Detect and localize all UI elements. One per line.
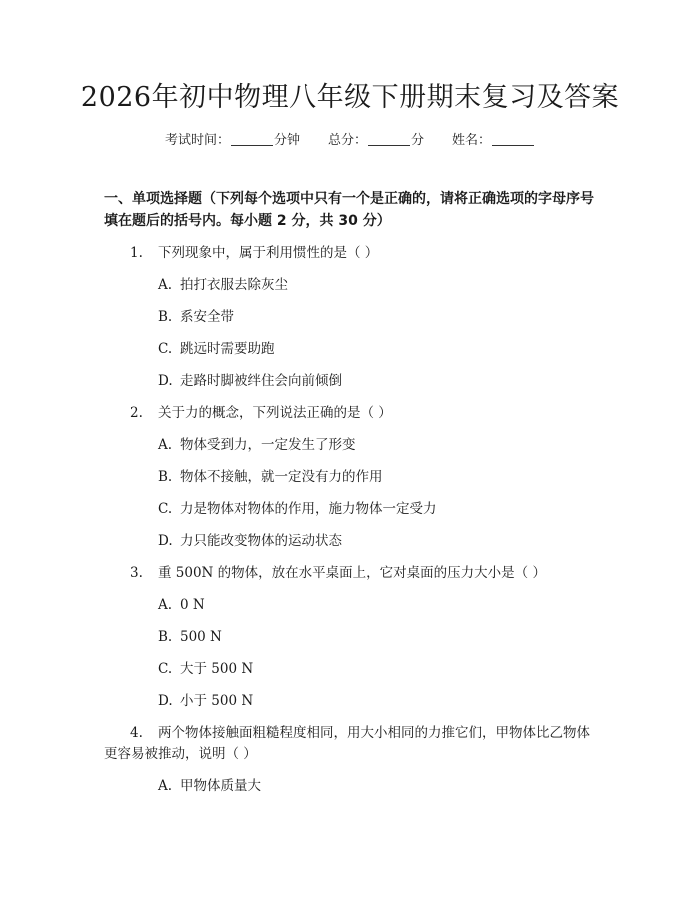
question-3	[130, 563, 546, 583]
option-letter: C.	[158, 661, 173, 677]
name-blank[interactable]	[492, 131, 534, 146]
question-number: 3.	[130, 565, 143, 581]
option-text: 甲物体质量大	[180, 778, 261, 794]
option-2d[interactable]	[158, 531, 342, 551]
option-letter: C.	[158, 341, 173, 357]
option-letter: D.	[158, 693, 173, 709]
option-letter: A.	[158, 597, 173, 613]
section-heading-line2: 填在题后的括号内。每小题 2 分，共 30 分）	[104, 213, 391, 229]
option-text: 系安全带	[180, 309, 234, 325]
option-letter: A.	[158, 277, 173, 293]
page-title: 2026年初中物理八年级下册期末复习及答案	[80, 82, 620, 113]
option-text: 大于 500 N	[180, 661, 254, 677]
option-text: 0 N	[180, 597, 205, 613]
option-3d[interactable]	[158, 691, 253, 711]
question-text: 下列现象中，属于利用惯性的是（ ）	[158, 245, 379, 261]
question-4	[130, 723, 590, 743]
option-text: 小于 500 N	[180, 693, 254, 709]
option-1d[interactable]	[158, 371, 342, 391]
option-letter: D.	[158, 533, 173, 549]
option-text: 拍打衣服去除灰尘	[180, 277, 288, 293]
question-text: 关于力的概念，下列说法正确的是（ ）	[158, 405, 392, 421]
name-label: 姓名：	[452, 133, 492, 148]
question-text: 重 500N 的物体，放在水平桌面上，它对桌面的压力大小是（ ）	[158, 565, 546, 581]
option-letter: D.	[158, 373, 173, 389]
option-2c[interactable]	[158, 499, 437, 519]
option-4a[interactable]	[158, 776, 261, 796]
time-blank[interactable]	[231, 131, 273, 146]
section-heading-line1: 一、单项选择题（下列每个选项中只有一个是正确的，请将正确选项的字母序号	[104, 191, 594, 207]
option-1a[interactable]	[158, 275, 288, 295]
time-label: 考试时间：	[164, 133, 230, 148]
option-letter: A.	[158, 778, 173, 794]
option-1b[interactable]	[158, 307, 234, 327]
option-letter: B.	[158, 629, 173, 645]
question-4-continued: 更容易被推动，说明（ ）	[104, 746, 257, 762]
option-3c[interactable]	[158, 659, 253, 679]
option-2a[interactable]	[158, 435, 356, 455]
question-number: 1.	[130, 245, 143, 261]
option-text: 物体不接触，就一定没有力的作用	[180, 469, 383, 485]
section-heading	[104, 188, 604, 232]
question-number: 4.	[130, 725, 143, 741]
time-unit: 分钟	[273, 133, 300, 148]
option-letter: A.	[158, 437, 173, 453]
option-letter: B.	[158, 469, 173, 485]
option-text: 力只能改变物体的运动状态	[180, 533, 342, 549]
score-blank[interactable]	[368, 131, 410, 146]
score-label: 总分：	[327, 133, 367, 148]
option-1c[interactable]	[158, 339, 275, 359]
option-3a[interactable]	[158, 595, 205, 615]
score-unit: 分	[411, 133, 425, 148]
option-letter: C.	[158, 501, 173, 517]
option-text: 力是物体对物体的作用，施力物体一定受力	[180, 501, 437, 517]
option-text: 走路时脚被绊住会向前倾倒	[180, 373, 342, 389]
option-3b[interactable]	[158, 627, 222, 647]
option-text: 500 N	[180, 629, 222, 645]
exam-info-line	[0, 131, 700, 151]
option-text: 物体受到力，一定发生了形变	[180, 437, 356, 453]
option-2b[interactable]	[158, 467, 383, 487]
question-1	[130, 243, 378, 263]
question-number: 2.	[130, 405, 143, 421]
question-2	[130, 403, 392, 423]
option-text: 跳远时需要助跑	[180, 341, 275, 357]
question-text-line1: 两个物体接触面粗糙程度相同，用大小相同的力推它们，甲物体比乙物体	[158, 725, 590, 741]
option-letter: B.	[158, 309, 173, 325]
